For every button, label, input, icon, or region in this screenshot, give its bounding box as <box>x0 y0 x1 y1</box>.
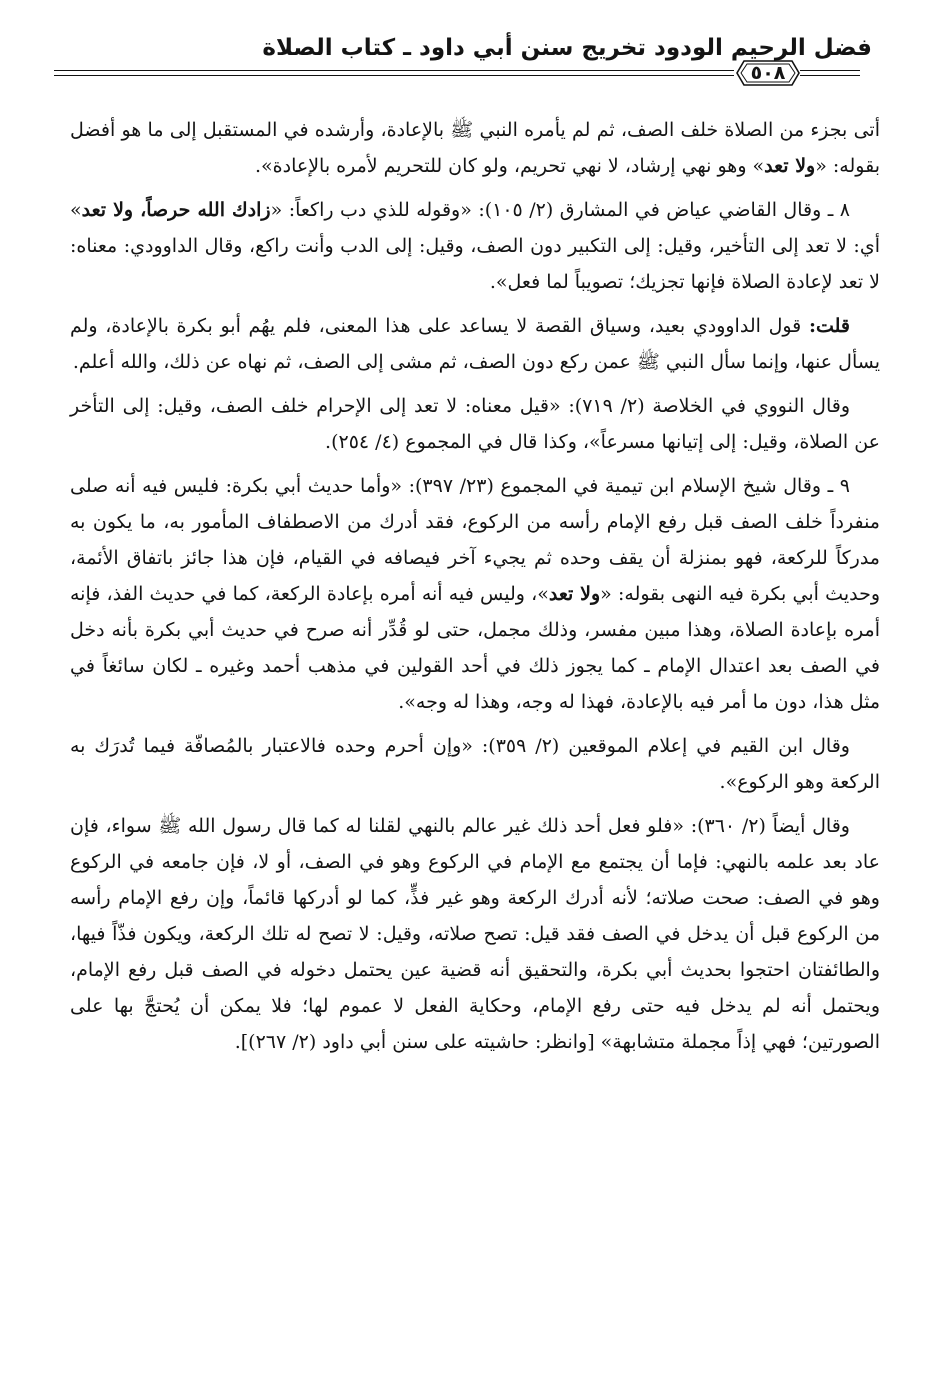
bold-text: ولا تعد <box>764 155 816 177</box>
main-text <box>70 112 880 1068</box>
text-run: ٨ ـ وقال القاضي عياض في المشارق (٢/ ١٠٥): «وقوله للذي دب راكعاً: « <box>270 199 850 221</box>
paragraph-p7 <box>70 808 880 1060</box>
text-run: وقال أيضاً (٢/ ٣٦٠): «فلو فعل أحد ذلك غير عالم بالنهي لقلنا له كما قال رسول الله ﷺ سواء، فإن عاد بعد علمه بالنهي: فإما أن يجتمع مع الإمام في الركوع وهو في الصف، أو لا، فإن جامعه في الركوع وهو في الصف: صحت صلاته؛ لأنه أدرك الركعة وهو غير فذٍّ، كما لو أدركها قائماً، وإن رفع الإمام رأسه من الركوع قبل أن يدخل في الصف فقد قيل: تصح صلاته، وقيل: لا تصح له تلك الركعة، ويكون فذّاً فيها، والطائفتان احتجوا بحديث أبي بكرة، والتحقيق أنه قضية عين يحتمل دخوله في الصف قبل رفع الإمام، ويحتمل أنه لم يدخل فيه حتى رفع الإمام، وحكاية الفعل لا عموم لها؛ فلا يمكن أن يُحتجَّ بها على الصورتين؛ فهي إذاً مجملة متشابهة» [وانظر: حاشيته على سنن أبي داود (٢/ ٢٦٧)]. <box>70 815 880 1053</box>
page-number: ٥٠٨ <box>750 62 786 84</box>
text-run: » وهو نهي إرشاد، لا نهي تحريم، ولو كان للتحريم لأمره بالإعادة». <box>255 155 765 177</box>
page-number-badge <box>736 60 800 86</box>
text-run: ٩ ـ وقال شيخ الإسلام ابن تيمية في المجموع (٢٣/ ٣٩٧): «وأما حديث أبي بكرة: فليس فيه أنه صلى منفرداً خلف الصف قبل رفع الإمام رأسه من الركوع، فقد أدرك من الاصطفاف المأمور به، ما يكون به مدركاً للركعة، فهو بمنزلة أن يقف وحده ثم يجيء آخر فيصافه في القيام، فإن هذا جائز باتفاق الأئمة، وحديث أبي بكرة فيه النهى بقوله: « <box>70 475 880 605</box>
header-rule-bottom <box>54 75 734 76</box>
paragraph-p5 <box>70 468 880 720</box>
header-rule-top <box>54 70 734 71</box>
text-run: » أي: لا تعد إلى التأخير، وقيل: إلى التكبير دون الصف، وقيل: إلى الدب وأنت راكع، وقال الداوودي: معناه: لا تعد لإعادة الصلاة فإنها تجزيك؛ تصويباً لما فعل». <box>70 199 880 293</box>
text-run: وقال النووي في الخلاصة (٢/ ٧١٩): «قيل معناه: لا تعد إلى الإحرام خلف الصف، وقيل: إلى التأخر عن الصلاة، وقيل: إلى إتيانها مسرعاً»، وكذا قال في المجموع (٤/ ٢٥٤). <box>70 395 880 453</box>
text-run: »، وليس فيه أنه أمره بإعادة الركعة، كما في حديث الفذ، فإنه أمره بإعادة الصلاة، وهذا مبين مفسر، وذلك مجمل، حتى لو قُدِّر أنه صرح في حديث أبي بكرة بأنه دخل في الصف بعد اعتدال الإمام ـ كما يجوز ذلك في أحد القولين في مذهب أحمد وغيره ـ لكان سائغاً في مثل هذا، دون ما أمر فيه بالإعادة، فهذا له وجه، وهذا له وجه». <box>70 583 880 713</box>
paragraph-p4 <box>70 388 880 460</box>
text-run: قول الداوودي بعيد، وسياق القصة لا يساعد على هذا المعنى، فلم يهُم أبو بكرة بالإعادة، ولم يسأل عنها، وإنما سأل النبي ﷺ عمن ركع دون الصف، ثم مشى إلى الصف، ثم نهاه عن ذلك، والله أعلم. <box>70 315 880 373</box>
bold-text: ولا تعد <box>548 583 601 605</box>
header-rule-end-top <box>800 70 860 71</box>
bold-text: زادك الله حرصاً، ولا تعد <box>81 199 271 221</box>
paragraph-p6 <box>70 728 880 800</box>
header-rule-end-bottom <box>800 75 860 76</box>
paragraph-p2 <box>70 192 880 300</box>
running-title: فضل الرحيم الودود تخريج سنن أبي داود ـ كتاب الصلاة <box>262 35 872 61</box>
bold-text: قلت: <box>808 315 850 337</box>
paragraph-p1 <box>70 112 880 184</box>
text-run: وقال ابن القيم في إعلام الموقعين (٢/ ٣٥٩): «وإن أحرم وحده فالاعتبار بالمُصافّة فيما تُدرَك به الركعة وهو الركوع». <box>70 735 880 793</box>
text-run: أتى بجزء من الصلاة خلف الصف، ثم لم يأمره النبي ﷺ بالإعادة، وأرشده في المستقبل إلى ما هو أفضل بقوله: « <box>70 119 880 177</box>
paragraph-p3 <box>70 308 880 380</box>
